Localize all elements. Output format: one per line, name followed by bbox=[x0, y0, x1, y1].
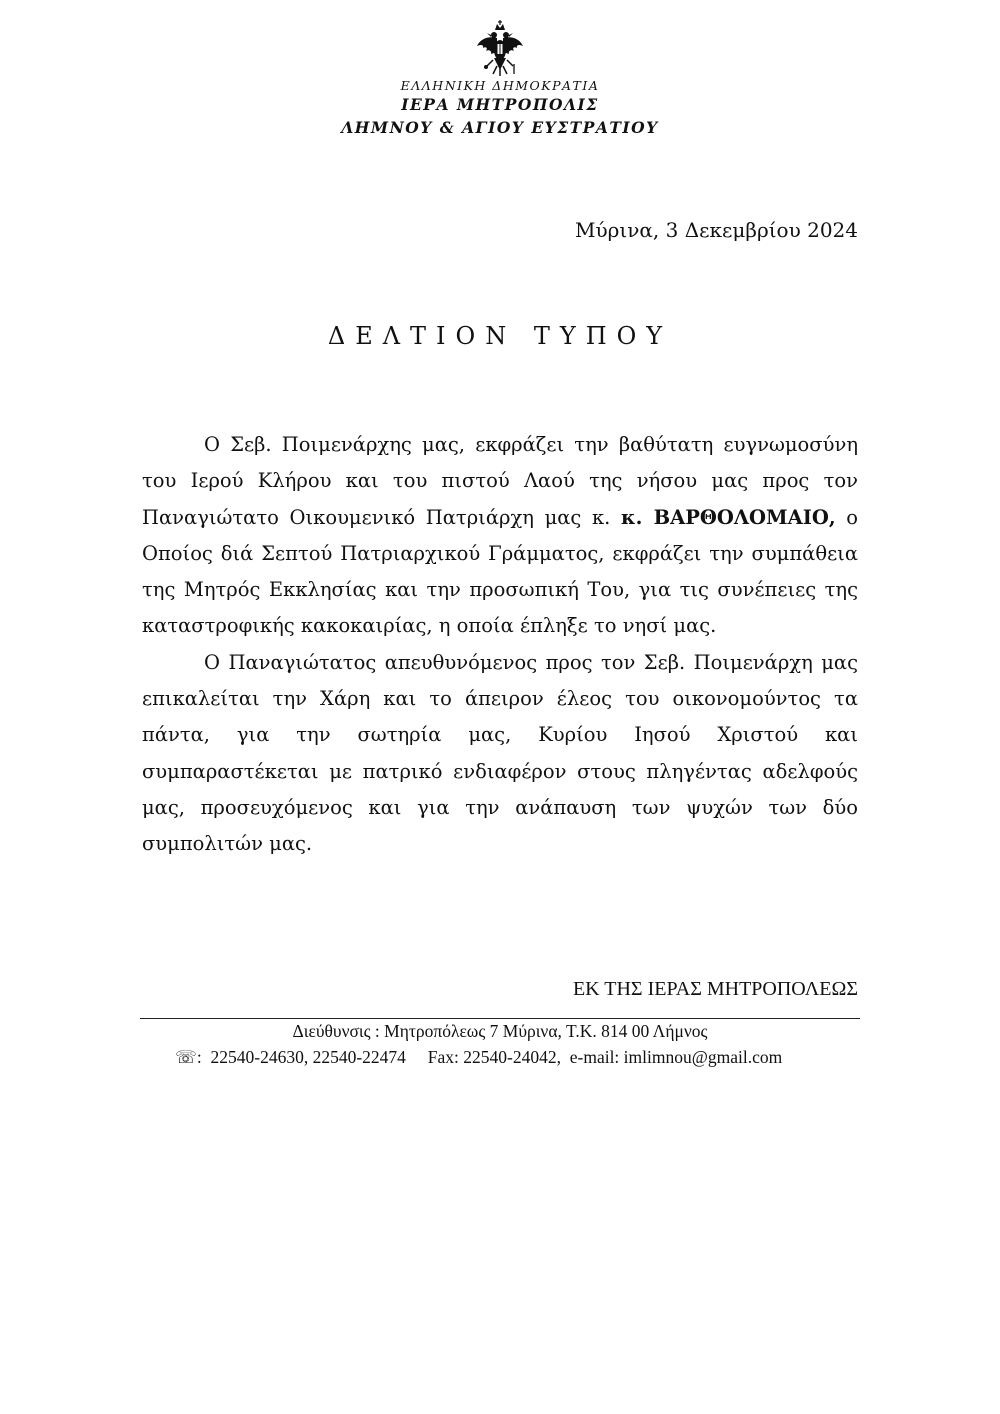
document-body bbox=[142, 427, 858, 863]
footer-divider bbox=[140, 1018, 860, 1019]
patriarch-name: κ. ΒΑΡΘΟΛΟΜΑΙΟ, bbox=[621, 505, 836, 529]
letterhead-state: ΕΛΛΗΝΙΚΗ ΔΗΜΟΚΡΑΤΙΑ bbox=[400, 78, 600, 93]
letterhead-metropolis: ΙΕΡΑ ΜΗΤΡΟΠΟΛΙΣ bbox=[401, 95, 599, 114]
paragraph-1-end: ο Οποίος διά Σεπτού Πατριαρχικού Γράμματος, εκφράζει την συμπάθεια της Μητρός Εκκλησίας και την προσωπική Του, για τις συνέπειες της καταστροφικής κακοκαιρίας, η οποία έπληξε το νησί μας. bbox=[142, 505, 859, 638]
paragraph-2: Ο Παναγιώτατος απευθυνόμενος προς τον Σεβ. Ποιμενάρχη μας επικαλείται την Χάρη και το άπειρον έλεος του οικονομούντος τα πάντα, για την σωτηρία μας, Κυρίου Ιησού Χριστού και συμπαραστέκεται με πατρικό ενδιαφέρον στους πληγέντας αδελφούς μας, προσευχόμενος και για την ανάπαυση των ψυχών των δύο συμπολιτών μας. bbox=[142, 650, 858, 856]
telephone-icon: ☏: bbox=[175, 1047, 202, 1067]
document-date: Μύρινα, 3 Δεκεμβρίου 2024 bbox=[575, 218, 858, 242]
footer-fax: Fax: 22540-24042, bbox=[427, 1047, 561, 1067]
footer-contacts bbox=[175, 1047, 782, 1068]
letterhead-region: ΛΗΜΝΟΥ & ΑΓΙΟΥ ΕΥΣΤΡΑΤΙΟΥ bbox=[341, 118, 659, 137]
double-headed-eagle-icon bbox=[475, 20, 525, 82]
paragraph-1 bbox=[142, 427, 858, 645]
document-title: ΔΕΛΤΙΟΝ ΤΥΠΟΥ bbox=[327, 322, 673, 350]
footer-phones: 22540-24630, 22540-22474 bbox=[210, 1047, 406, 1067]
footer-email: e-mail: imlimnou@gmail.com bbox=[569, 1047, 783, 1067]
signature: ΕΚ ΤΗΣ ΙΕΡΑΣ ΜΗΤΡΟΠΟΛΕΩΣ bbox=[572, 978, 858, 1000]
footer-address: Διεύθυνσις : Μητροπόλεως 7 Μύρινα, Τ.Κ. 814 00 Λήμνος bbox=[292, 1021, 708, 1041]
paragraph-1-start: Ο Σεβ. Ποιμενάρχης μας, εκφράζει την βαθύτατη ευγνωμοσύνη του Ιερού Κλήρου και του πιστού Λαού της νήσου μας προς τον Παναγιώτατο Οικουμενικό Πατριάρχη μας κ. bbox=[142, 433, 858, 529]
